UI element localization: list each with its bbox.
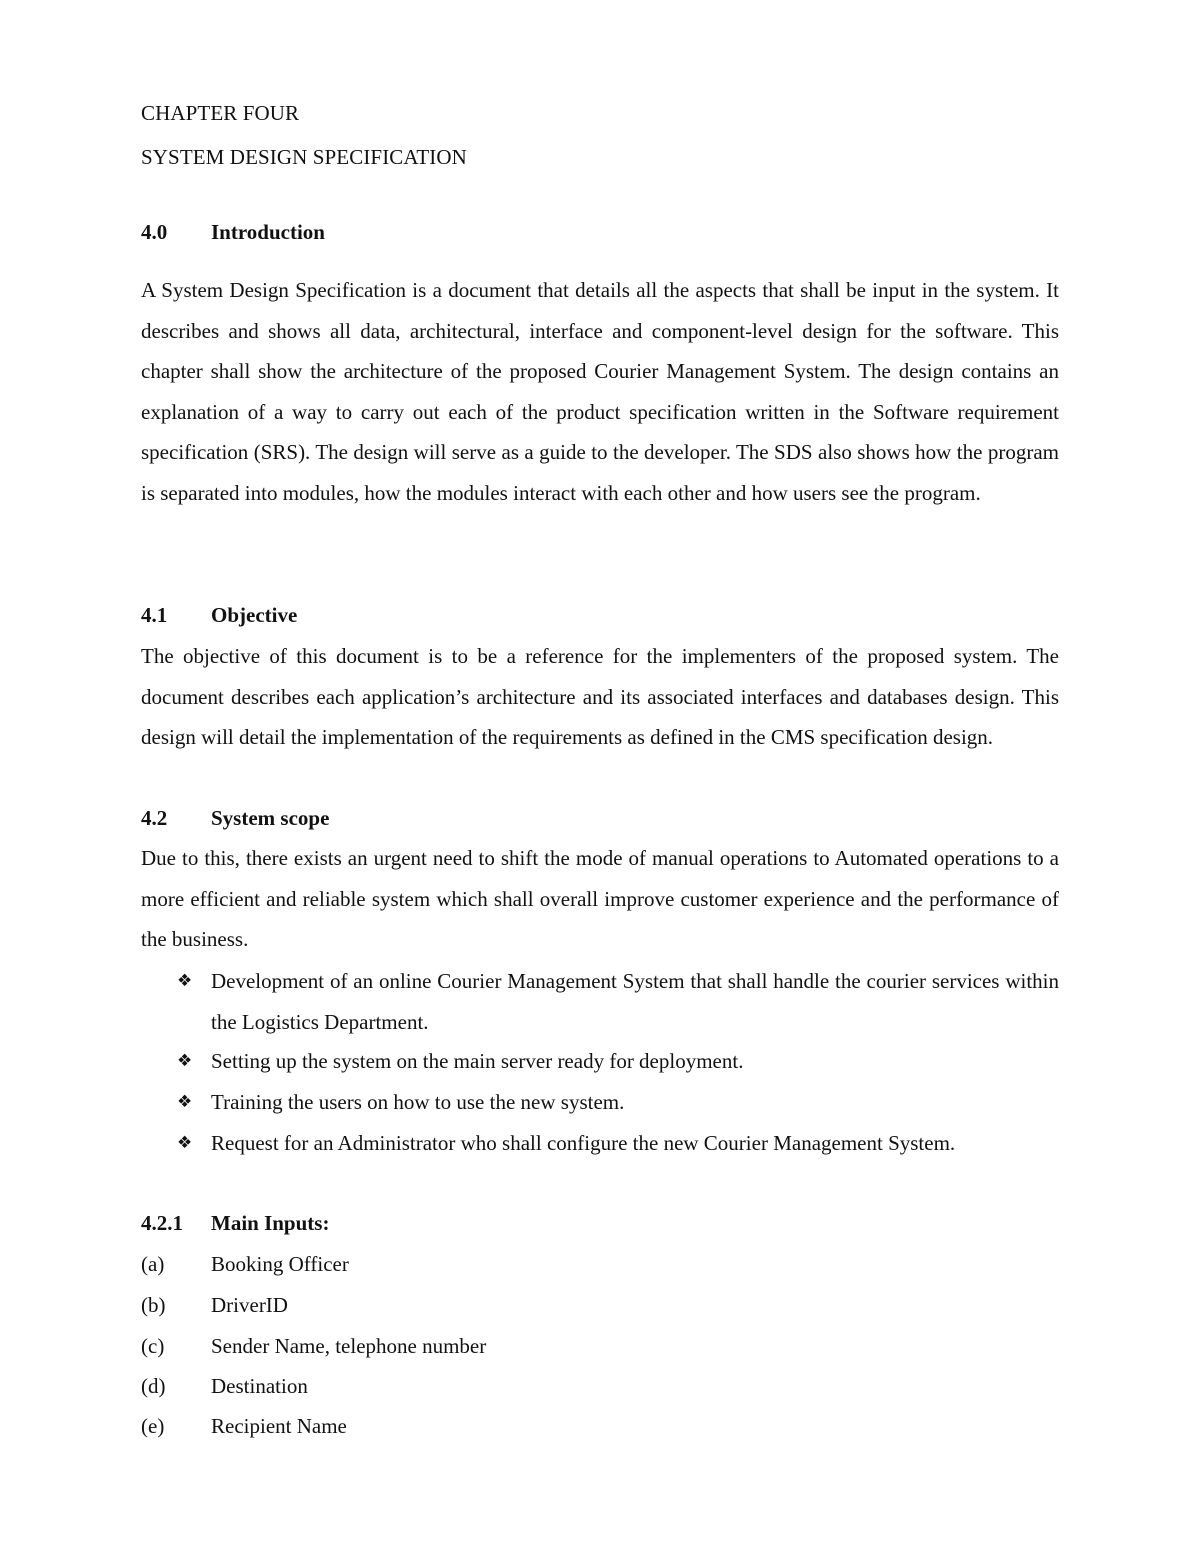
list-marker: (b): [141, 1293, 166, 1317]
section-number-introduction: 4.0: [141, 220, 168, 244]
section-number-objective: 4.1: [141, 603, 168, 627]
scope-paragraph: Due to this, there exists an urgent need to shift the mode of manual operations to Automated operations to a more efficient and reliable system which shall overall improve customer experience and the performance of the business.: [141, 846, 1059, 952]
list-item-text: Sender Name, telephone number: [211, 1334, 487, 1358]
bullet-text: Setting up the system on the main server ready for deployment.: [211, 1049, 744, 1073]
list-item-text: Destination: [211, 1374, 308, 1398]
bullet-text: Request for an Administrator who shall configure the new Courier Management System.: [211, 1131, 956, 1155]
diamond-bullet-icon: ❖: [177, 1133, 193, 1153]
objective-paragraph: The objective of this document is to be a reference for the implementers of the proposed system. The document describes each application’s architecture and its associated interfaces and databases design. This design will detail the implementation of the requirements as defined in the CMS specification design.: [141, 644, 1059, 750]
section-heading-main-inputs: Main Inputs:: [211, 1211, 330, 1235]
chapter-title: SYSTEM DESIGN SPECIFICATION: [141, 145, 467, 169]
diamond-bullet-icon: ❖: [177, 971, 193, 991]
list-item-text: DriverID: [211, 1293, 288, 1317]
section-number-main-inputs: 4.2.1: [141, 1211, 183, 1235]
section-number-scope: 4.2: [141, 806, 168, 830]
bullet-text: Development of an online Courier Management System that shall handle the courier services within the Logistics Department.: [211, 969, 1059, 1034]
list-marker: (a): [141, 1252, 165, 1276]
bullet-text: Training the users on how to use the new system.: [211, 1090, 625, 1114]
list-marker: (c): [141, 1334, 165, 1358]
diamond-bullet-icon: ❖: [177, 1051, 193, 1071]
introduction-paragraph: A System Design Specification is a document that details all the aspects that shall be input in the system. It describes and shows all data, architectural, interface and component-level design for the software. This chapter shall show the architecture of the proposed Courier Management System. The design contains an explanation of a way to carry out each of the product specification written in the Software requirement specification (SRS). The design will serve as a guide to the developer. The SDS also shows how the program is separated into modules, how the modules interact with each other and how users see the program.: [141, 278, 1059, 505]
list-marker: (d): [141, 1374, 166, 1398]
list-marker: (e): [141, 1414, 165, 1438]
list-item-text: Booking Officer: [211, 1252, 349, 1276]
section-heading-scope: System scope: [211, 806, 330, 830]
list-item-text: Recipient Name: [211, 1414, 347, 1438]
section-heading-objective: Objective: [211, 603, 298, 627]
chapter-label: CHAPTER FOUR: [141, 101, 300, 125]
section-heading-introduction: Introduction: [211, 220, 325, 244]
diamond-bullet-icon: ❖: [177, 1092, 193, 1112]
